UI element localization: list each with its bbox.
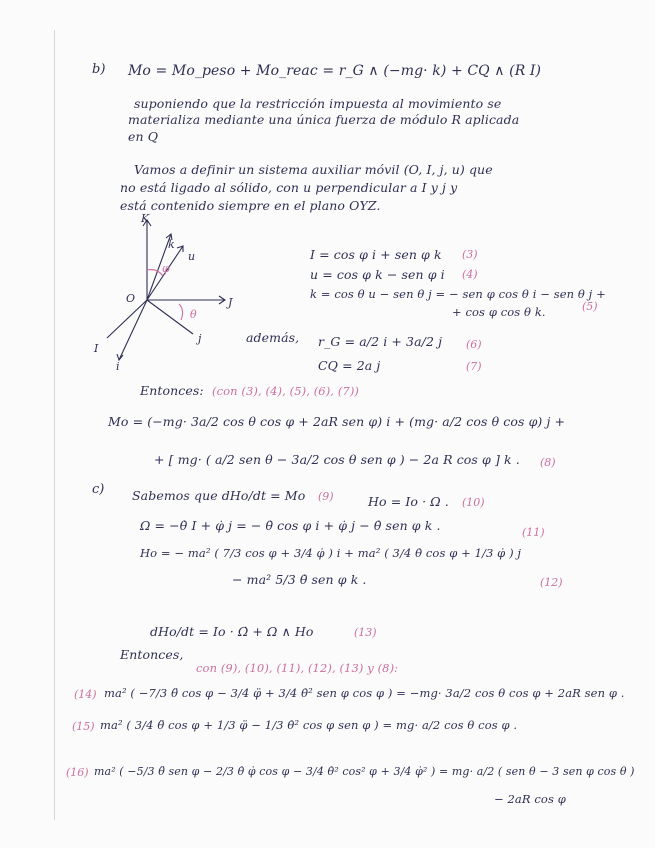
- angle-label-theta: θ: [190, 308, 197, 321]
- equation-number-16: (16): [66, 766, 89, 779]
- equation-number-4: (4): [462, 268, 478, 281]
- axis-label-k: k: [168, 238, 175, 251]
- entonces-references: (con (3), (4), (5), (6), (7)): [212, 384, 359, 398]
- equation-number-11: (11): [522, 526, 545, 539]
- ho-equation-line-1: Mo = (−mg· 3a/2 cos θ cos φ + 2aR sen φ) i + (mg· a/2 cos θ cos φ) j +: [108, 414, 566, 429]
- equation-7: CQ = 2a j: [318, 358, 381, 373]
- axis-i: [119, 300, 147, 360]
- ho-expansion-line-1: Ho = − ma² ( 7/3 cos φ + 3/4 φ̇ ) i + ma² ( 3/4 θ̇ cos φ + 1/3 φ̇ ) j: [140, 546, 522, 560]
- theta-arc: [179, 304, 183, 320]
- axis-label-O: O: [126, 292, 136, 305]
- axes-diagram: [95, 210, 235, 370]
- ademas-label: además,: [246, 330, 300, 345]
- text-line: suponiendo que la restricción impuesta al movimiento se: [134, 96, 502, 111]
- equation-number-15: (15): [72, 720, 95, 733]
- ho-expansion-line-2: − ma² 5/3 θ̇ sen φ k .: [232, 572, 367, 587]
- equation-number-3: (3): [462, 248, 478, 261]
- axis-j: [147, 300, 193, 334]
- omega-equation: Ω = −θ̇ I + φ̇ j = − θ̇ cos φ i + φ̇ j − θ̇ sen φ k .: [140, 518, 441, 533]
- entonces-label-2: Entonces,: [120, 647, 184, 662]
- equation-14: ma² ( −7/3 θ̈ cos φ − 3/4 φ̈ + 3/4 θ̇² sen φ cos φ ) = −mg· 3a/2 cos θ cos φ + 2aR sen φ .: [104, 686, 625, 700]
- entonces-label: Entonces:: [140, 383, 204, 398]
- equation-4: u = cos φ k − sen φ i: [310, 267, 445, 282]
- axis-label-u: u: [188, 250, 196, 263]
- equation-3: I = cos φ i + sen φ k: [310, 247, 442, 262]
- equation-5-cont: + cos φ cos θ k.: [452, 305, 546, 319]
- axis-label-K: K: [141, 212, 150, 225]
- entonces-references-2: con (9), (10), (11), (12), (13) y (8):: [196, 661, 399, 675]
- equation-number-8: (8): [540, 456, 556, 469]
- angle-label-phi: φ: [162, 262, 170, 275]
- equation-16-cont: − 2aR cos φ: [494, 792, 566, 806]
- axis-label-i: i: [116, 360, 120, 373]
- dho-equation: dHo/dt = Io · Ω̇ + Ω ∧ Ho: [150, 624, 314, 639]
- axis-I: [107, 300, 147, 338]
- part-b-label: b): [92, 62, 106, 77]
- equation-16: ma² ( −5/3 θ̈ sen φ − 2/3 θ̇ φ̇ cos φ − 3/4 θ̇² cos² φ + 3/4 φ̇² ) = mg· a/2 ( sen θ − 3 sen φ cos θ ): [94, 765, 635, 778]
- text-line: en Q: [128, 129, 159, 144]
- text-line: materializa mediante una única fuerza de módulo R aplicada: [128, 112, 520, 127]
- equation-number-10: (10): [462, 496, 485, 509]
- text-line: no está ligado al sólido, con u perpendicular a I y j y: [120, 180, 458, 195]
- equation-5: k = cos θ u − sen θ j = − sen φ cos θ i − sen θ j +: [310, 287, 606, 301]
- text-line: Vamos a definir un sistema auxiliar móvil (O, I, j, u) que: [134, 162, 493, 177]
- equation-number-6: (6): [466, 338, 482, 351]
- equation-number-7: (7): [466, 360, 482, 373]
- equation-number-9: (9): [318, 490, 334, 503]
- margin-line: [54, 30, 55, 820]
- ho-equation-line-2: + [ mg· ( a/2 sen θ − 3a/2 cos θ sen φ ) − 2a R cos φ ] k .: [154, 452, 520, 467]
- phi-arc: [147, 270, 163, 276]
- axis-label-J: J: [228, 296, 233, 309]
- equation-number-12: (12): [540, 576, 563, 589]
- axis-label-I: I: [94, 342, 99, 355]
- ho-definition: Ho = Io · Ω .: [368, 494, 449, 509]
- text-line: está contenido siempre en el plano OYZ.: [120, 198, 381, 213]
- equation-6: r_G = a/2 i + 3a/2 j: [318, 334, 443, 349]
- axis-label-j: j: [198, 332, 202, 345]
- equation-number-5: (5): [582, 300, 598, 313]
- equation-number-14: (14): [74, 688, 97, 701]
- equation-15: ma² ( 3/4 θ̈ cos φ + 1/3 φ̈ − 1/3 θ̇² cos φ sen φ ) = mg· a/2 cos θ cos φ .: [100, 718, 518, 732]
- sabemos-line: Sabemos que dHo/dt = Mo: [132, 488, 306, 503]
- part-c-label: c): [92, 482, 105, 497]
- moment-equation: Mo = Mo_peso + Mo_reac = r_G ∧ (−mg· k) + CQ ∧ (R I): [128, 63, 542, 79]
- equation-number-13: (13): [354, 626, 377, 639]
